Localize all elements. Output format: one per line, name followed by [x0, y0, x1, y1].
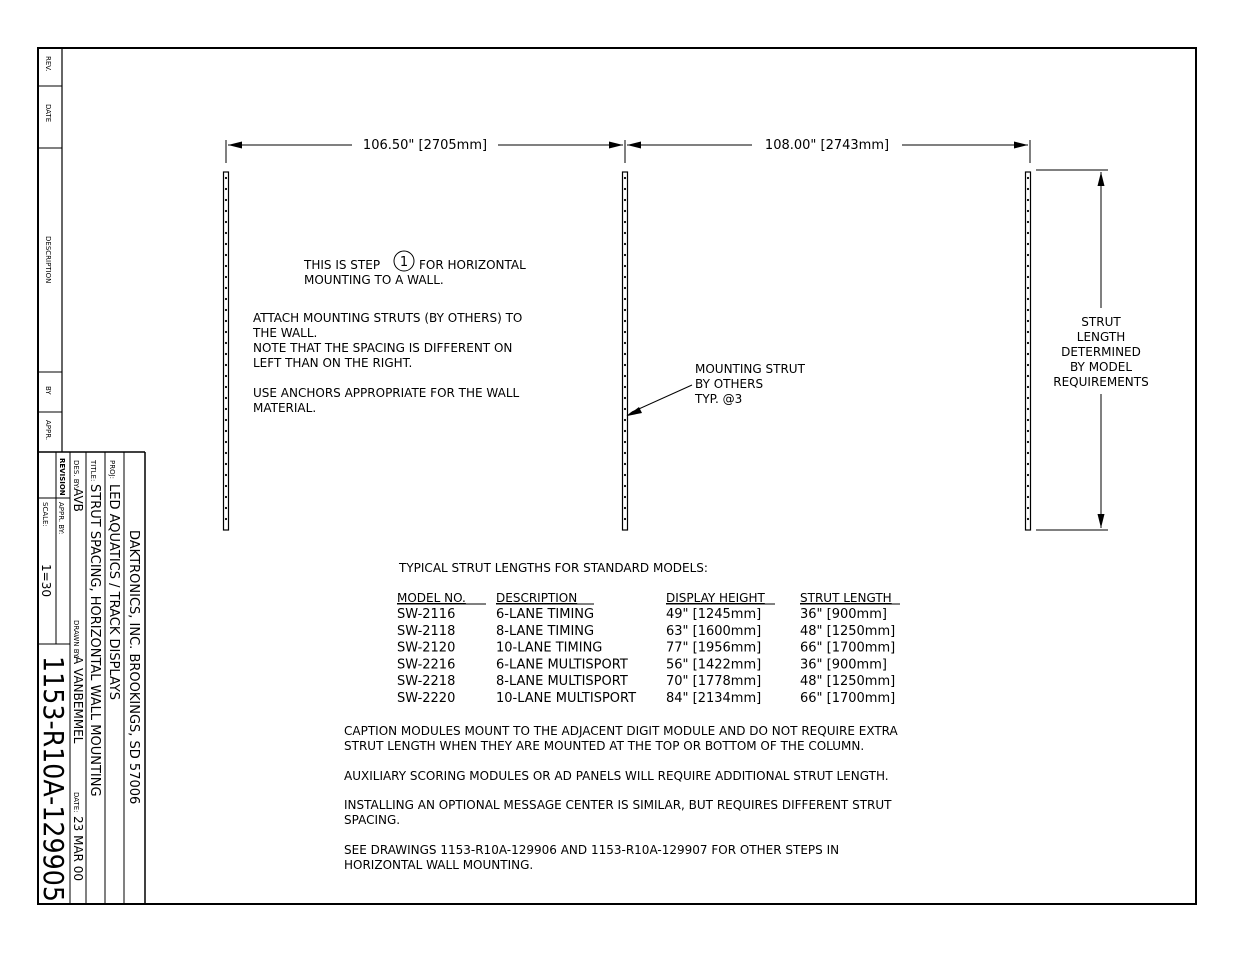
strut-hole [225, 298, 227, 300]
strut-hole [225, 518, 227, 520]
strut-right [1026, 172, 1031, 530]
strut-hole [624, 430, 626, 432]
strut-hole [624, 331, 626, 333]
table-cell: 8-LANE TIMING [496, 623, 595, 639]
strut-hole [1027, 463, 1029, 465]
strut-hole [1027, 221, 1029, 223]
description-header: DESCRIPTION [44, 236, 52, 284]
strut-hole [1027, 243, 1029, 245]
strut-hole [225, 309, 227, 311]
strut-hole [225, 243, 227, 245]
strut-hole [1027, 331, 1029, 333]
strut-hole [225, 199, 227, 201]
strut-hole [1027, 177, 1029, 179]
table-cell: 48" [1250mm] [800, 623, 896, 639]
strut-hole [624, 232, 626, 234]
drawn-label: DRAWN BY: [72, 620, 80, 659]
strut-hole [1027, 397, 1029, 399]
strut-left [224, 172, 229, 530]
general-notes [344, 724, 899, 872]
strut-hole [1027, 353, 1029, 355]
table-cell: 63" [1600mm] [666, 623, 762, 639]
strut-hole [624, 419, 626, 421]
strut-length-note-line: REQUIREMENTS [1053, 375, 1149, 389]
strut-hole [225, 353, 227, 355]
company-name: DAKTRONICS, INC. BROOKINGS, SD 57006 [126, 530, 141, 805]
strut-length-note-line: DETERMINED [1061, 345, 1141, 359]
strut-hole [624, 199, 626, 201]
table-cell: 66" [1700mm] [800, 691, 896, 706]
revision-block [38, 48, 145, 452]
strut-hole [1027, 309, 1029, 311]
table-cell: 6-LANE TIMING [496, 607, 595, 622]
scale-label: SCALE: [41, 502, 49, 527]
strut-hole [1027, 342, 1029, 344]
title-label: TITLE: [89, 460, 97, 482]
callout-line: TYP. @3 [695, 392, 743, 406]
table-cell: 48" [1250mm] [800, 674, 896, 690]
strut-hole [225, 364, 227, 366]
strut-hole [1027, 320, 1029, 322]
strut-hole [624, 177, 626, 179]
strut-hole [225, 419, 227, 421]
date-header: DATE [44, 104, 52, 123]
step-note-line1-pre: THIS IS STEP [304, 258, 381, 272]
strut-hole [225, 276, 227, 278]
strut-hole [225, 265, 227, 267]
table-cell: 6-LANE MULTISPORT [496, 657, 628, 673]
strut-hole [225, 342, 227, 344]
note-line: SEE DRAWINGS 1153-R10A-129906 AND 1153-R10A-129907 FOR OTHER STEPS IN [344, 843, 840, 857]
strut-hole [1027, 430, 1029, 432]
note-line: CAPTION MODULES MOUNT TO THE ADJACENT DIGIT MODULE AND DO NOT REQUIRE EXTRA [344, 724, 898, 738]
right-span-dimension: 108.00" [2743mm] [764, 138, 890, 153]
strut-hole [624, 243, 626, 245]
instruction-line: USE ANCHORS APPROPRIATE FOR THE WALL [253, 386, 520, 400]
strut-hole [225, 386, 227, 388]
strut-hole [624, 254, 626, 256]
strut-hole [225, 430, 227, 432]
drawing-title: STRUT SPACING, HORIZONTAL WALL MOUNTING [87, 484, 102, 797]
strut-hole [624, 364, 626, 366]
strut-length-note-line: LENGTH [1076, 330, 1126, 344]
strut-hole [225, 485, 227, 487]
strut-hole [225, 287, 227, 289]
title-block [37, 452, 145, 928]
strut-hole [225, 375, 227, 377]
strut-hole [624, 507, 626, 509]
strut-hole [624, 342, 626, 344]
callout-line: BY OTHERS [695, 377, 764, 391]
table-header: STRUT LENGTH [800, 591, 892, 605]
table-cell: SW-2220 [397, 691, 456, 706]
strut-hole [1027, 507, 1029, 509]
note-line: INSTALLING AN OPTIONAL MESSAGE CENTER IS SIMILAR, BUT REQUIRES DIFFERENT STRUT [344, 798, 892, 812]
strut-hole [225, 474, 227, 476]
strut-body [224, 172, 229, 530]
strut-hole [225, 331, 227, 333]
strut-hole [624, 353, 626, 355]
strut-hole [624, 188, 626, 190]
callout-line: MOUNTING STRUT [695, 362, 805, 376]
scale-value: 1=30 [39, 564, 53, 597]
strut-body [1026, 172, 1031, 530]
strut-hole [1027, 287, 1029, 289]
table-cell: 10-LANE TIMING [496, 640, 603, 656]
strut-hole [225, 232, 227, 234]
strut-hole [225, 408, 227, 410]
strut-hole [1027, 232, 1029, 234]
table-title: TYPICAL STRUT LENGTHS FOR STANDARD MODELS: [399, 561, 708, 575]
strut-length-table [397, 561, 900, 706]
strut-hole [624, 287, 626, 289]
strut-hole [624, 441, 626, 443]
step-note [303, 251, 526, 287]
by-header: BY [44, 386, 52, 395]
strut-body [623, 172, 628, 530]
strut-hole [1027, 408, 1029, 410]
strut-hole [624, 320, 626, 322]
strut-hole [1027, 419, 1029, 421]
instruction-line: LEFT THAN ON THE RIGHT. [253, 356, 413, 370]
strut-hole [1027, 518, 1029, 520]
strut-length-note-line: STRUT [1081, 315, 1121, 329]
table-cell: SW-2118 [397, 623, 456, 639]
appr-by-label: APPR. BY: [57, 502, 65, 535]
revision-label: REVISION [58, 458, 66, 496]
instructions [252, 311, 522, 415]
strut-hole [225, 397, 227, 399]
strut-hole [225, 452, 227, 454]
table-cell: SW-2218 [397, 674, 456, 690]
table-cell: 8-LANE MULTISPORT [496, 674, 628, 690]
strut-length-note [1053, 315, 1148, 389]
proj-label: PROJ: [108, 460, 116, 480]
strut-hole [624, 265, 626, 267]
strut-hole [624, 397, 626, 399]
note-line: STRUT LENGTH WHEN THEY ARE MOUNTED AT THE TOP OR BOTTOM OF THE COLUMN. [344, 739, 865, 753]
table-cell: 77" [1956mm] [666, 640, 762, 656]
table-header: DISPLAY HEIGHT [666, 591, 765, 605]
step-number: 1 [399, 255, 409, 270]
table-header: MODEL NO. [397, 591, 466, 605]
strut-hole [624, 221, 626, 223]
table-cell: 49" [1245mm] [666, 607, 762, 622]
step-note-line2: MOUNTING TO A WALL. [304, 273, 444, 287]
designer: AVB [71, 488, 85, 512]
strut-hole [225, 254, 227, 256]
strut-middle [623, 172, 628, 530]
table-cell: 36" [900mm] [800, 607, 887, 622]
table-cell: 10-LANE MULTISPORT [496, 691, 637, 706]
strut-hole [1027, 441, 1029, 443]
strut-hole [624, 276, 626, 278]
table-cell: 66" [1700mm] [800, 640, 896, 656]
note-line: HORIZONTAL WALL MOUNTING. [344, 858, 534, 872]
strut-hole [624, 386, 626, 388]
drawing-number: 1153-R10A-129905 [37, 656, 70, 928]
strut-hole [225, 320, 227, 322]
strut-hole [624, 474, 626, 476]
strut-hole [1027, 265, 1029, 267]
table-cell: SW-2216 [397, 657, 456, 673]
strut-hole [1027, 496, 1029, 498]
strut-hole [1027, 452, 1029, 454]
strut-length-dimension [1036, 170, 1149, 530]
date-label: DATE: [72, 792, 80, 813]
strut-hole [1027, 375, 1029, 377]
note-line: SPACING. [344, 813, 401, 827]
strut-hole [1027, 254, 1029, 256]
strut-hole [624, 485, 626, 487]
strut-hole [624, 452, 626, 454]
step-note-line1-post: FOR HORIZONTAL [419, 258, 526, 272]
strut-hole [624, 496, 626, 498]
strut-hole [1027, 210, 1029, 212]
drawn-by: A VANBEMMEL [71, 656, 85, 744]
strut-hole [225, 177, 227, 179]
left-span-dimension: 106.50" [2705mm] [362, 138, 488, 153]
strut-hole [225, 496, 227, 498]
strut-hole [225, 188, 227, 190]
project-name: LED AQUATICS / TRACK DISPLAYS [106, 484, 121, 701]
dimension-lines [226, 138, 1030, 163]
strut-hole [624, 408, 626, 410]
strut-hole [225, 463, 227, 465]
instruction-line: NOTE THAT THE SPACING IS DIFFERENT ON [253, 341, 513, 355]
strut-hole [624, 210, 626, 212]
strut-hole [624, 298, 626, 300]
strut-hole [1027, 364, 1029, 366]
des-label: DES. BY: [72, 460, 80, 489]
strut-hole [1027, 188, 1029, 190]
note-line: AUXILIARY SCORING MODULES OR AD PANELS WILL REQUIRE ADDITIONAL STRUT LENGTH. [344, 769, 889, 783]
strut-hole [1027, 199, 1029, 201]
strut-hole [1027, 298, 1029, 300]
strut-hole [225, 221, 227, 223]
table-cell: 70" [1778mm] [666, 674, 762, 690]
drawing-date: 23 MAR 00 [71, 816, 85, 882]
table-cell: 84" [2134mm] [666, 691, 762, 706]
instruction-line: ATTACH MOUNTING STRUTS (BY OTHERS) TO [253, 311, 523, 325]
strut-callout [627, 362, 806, 416]
instruction-line: THE WALL. [253, 326, 318, 340]
strut-hole [1027, 485, 1029, 487]
instruction-line: MATERIAL. [253, 401, 317, 415]
table-cell: SW-2116 [397, 607, 456, 622]
table-cell: SW-2120 [397, 640, 456, 656]
strut-hole [225, 441, 227, 443]
strut-hole [1027, 386, 1029, 388]
strut-hole [225, 210, 227, 212]
strut-hole [1027, 276, 1029, 278]
strut-hole [624, 463, 626, 465]
strut-length-note-line: BY MODEL [1069, 360, 1133, 374]
strut-hole [624, 309, 626, 311]
table-cell: 36" [900mm] [800, 657, 887, 673]
rev-header: REV. [44, 56, 52, 72]
table-cell: 56" [1422mm] [666, 657, 762, 673]
table-header: DESCRIPTION [496, 591, 578, 605]
strut-hole [225, 507, 227, 509]
strut-hole [1027, 474, 1029, 476]
strut-hole [624, 375, 626, 377]
strut-hole [624, 518, 626, 520]
appr-header: APPR. [44, 420, 52, 441]
